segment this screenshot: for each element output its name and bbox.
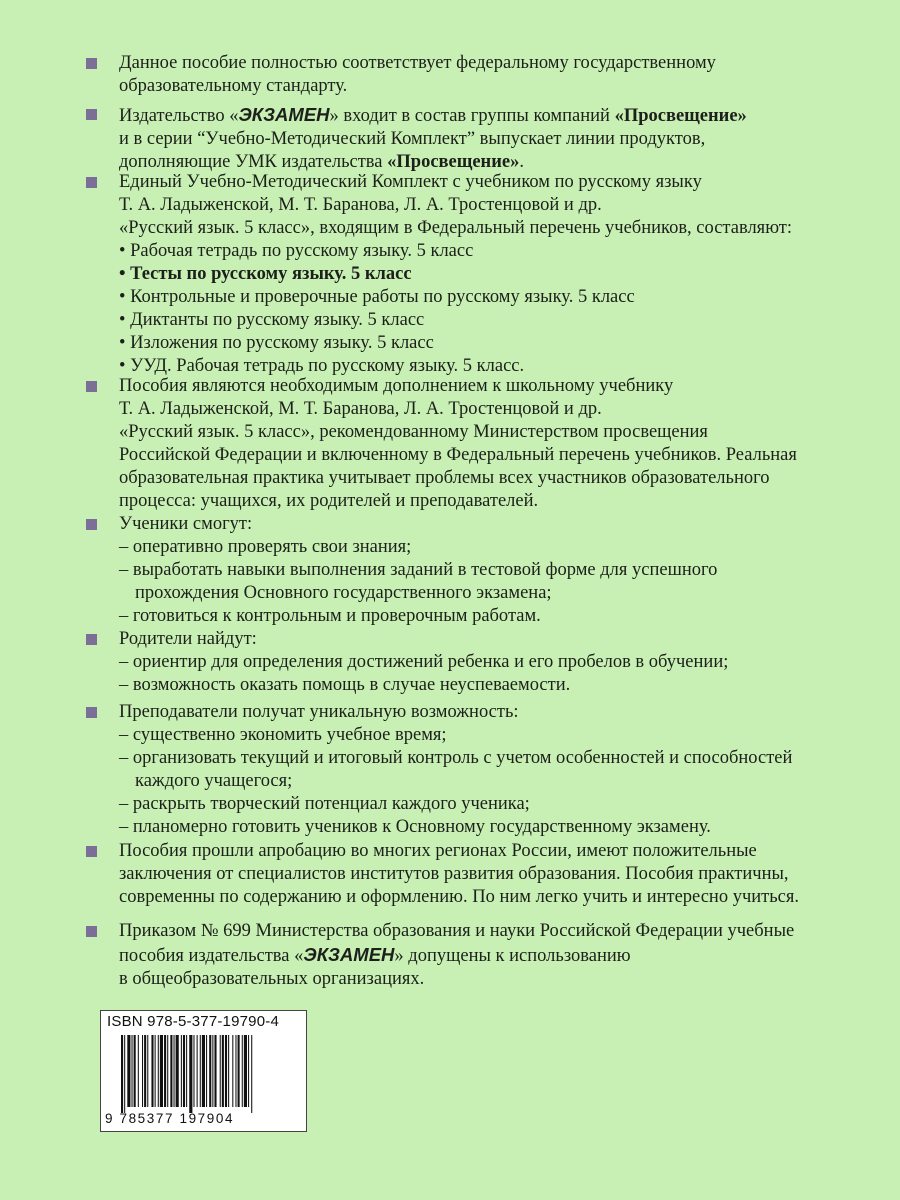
barcode-bar: [193, 1035, 194, 1107]
text-line: прохождения Основного государственного экзамена;: [135, 583, 552, 603]
barcode-bar: [214, 1035, 216, 1107]
barcode-bar: [225, 1035, 227, 1107]
text-fragment: Издательство «: [119, 106, 239, 126]
barcode-bar: [251, 1035, 252, 1113]
barcode-bar: [127, 1035, 130, 1107]
barcode-bar: [155, 1035, 156, 1107]
bullet-square: [86, 381, 97, 392]
bullet-square: [86, 846, 97, 857]
list-item: • УУД. Рабочая тетрадь по русскому языку. 5 класс.: [119, 356, 525, 376]
barcode-digits: 9 785377 197904: [105, 1111, 235, 1126]
text-fragment: пособия издательства «: [119, 946, 304, 966]
text-line: Пособия являются необходимым дополнением к школьному учебнику: [119, 376, 674, 396]
barcode-bar: [242, 1035, 243, 1107]
barcode-bar: [212, 1035, 213, 1107]
barcode-bar: [138, 1035, 139, 1107]
barcode-bar: [209, 1035, 211, 1107]
info-block-standard: [86, 52, 866, 98]
text-line: и в серии “Учебно-Методический Комплект” выпускает линии продуктов,: [119, 129, 706, 149]
barcode-bar: [206, 1035, 207, 1107]
info-block-publisher: [86, 103, 866, 174]
text-line: «Русский язык. 5 класс», входящим в Федеральный перечень учебников, составляют:: [119, 218, 792, 238]
barcode-bar: [238, 1035, 240, 1107]
text-line: Преподаватели получат уникальную возможность:: [119, 702, 519, 722]
barcode-bar: [174, 1035, 175, 1107]
barcode-bar: [248, 1035, 249, 1107]
text-line: – раскрыть творческий потенциал каждого ученика;: [119, 794, 530, 814]
barcode-bar: [151, 1035, 153, 1107]
barcode-bars: [119, 1035, 297, 1113]
list-item: • Изложения по русскому языку. 5 класс: [119, 333, 434, 353]
text-line: – оперативно проверять свои знания;: [119, 537, 412, 557]
text-line: Т. А. Ладыженской, М. Т. Баранова, Л. А. Тростенцовой и др.: [119, 399, 602, 419]
barcode-bar: [197, 1035, 198, 1107]
text-line: процесса: учащихся, их родителей и преподавателей.: [119, 491, 539, 511]
text-fragment: .: [519, 152, 524, 172]
text-fragment: » допущены к использованию: [394, 946, 631, 966]
info-block-description: [86, 375, 866, 513]
info-block-umk: [86, 171, 866, 378]
text-line: [119, 103, 866, 128]
bold-fragment: «Просвещение»: [387, 152, 520, 172]
text-line: современны по содержанию и оформлению. По ним легко учить и интересно учиться.: [119, 887, 800, 907]
barcode-bar: [144, 1035, 146, 1107]
barcode-bar: [183, 1035, 185, 1107]
barcode-bar: [235, 1035, 236, 1107]
barcode-bar: [124, 1035, 125, 1113]
text-line: – существенно экономить учебное время;: [119, 725, 447, 745]
bold-fragment: • Тесты по русскому языку. 5 класс: [119, 264, 412, 284]
barcode-bar: [244, 1035, 247, 1107]
brand-name: ЭКЗАМЕН: [238, 104, 330, 125]
barcode-bar: [134, 1035, 136, 1107]
isbn-barcode: [100, 1010, 307, 1132]
text-line: Родители найдут:: [119, 629, 257, 649]
barcode-bar: [222, 1035, 224, 1107]
bullet-square: [86, 177, 97, 188]
barcode-bar: [170, 1035, 172, 1107]
bullet-square: [86, 58, 97, 69]
barcode-bar: [228, 1035, 229, 1107]
info-block-students: [86, 513, 866, 628]
bullet-square: [86, 707, 97, 718]
text-line: – планомерно готовить учеников к Основному государственному экзамену.: [119, 817, 711, 837]
text-line: – выработать навыки выполнения заданий в тестовой форме для успешного: [119, 560, 718, 580]
text-fragment: » входит в состав группы компаний: [329, 106, 615, 126]
text-line: Единый Учебно-Методический Комплект с учебником по русскому языку: [119, 172, 702, 192]
barcode-bar: [132, 1035, 133, 1107]
text-line: [119, 943, 866, 968]
info-block-approbation: [86, 840, 866, 909]
brand-name: ЭКЗАМЕН: [303, 944, 395, 965]
text-line: «Русский язык. 5 класс», рекомендованному Министерством просвещения: [119, 422, 708, 442]
info-block-parents: [86, 628, 866, 697]
barcode-bar: [158, 1035, 159, 1107]
barcode-bar: [232, 1035, 233, 1107]
text-line: в общеобразовательных организациях.: [119, 969, 425, 989]
barcode-bar: [147, 1035, 148, 1107]
text-line: – возможность оказать помощь в случае неуспеваемости.: [119, 675, 571, 695]
bold-fragment: «Просвещение»: [614, 106, 747, 126]
barcode-bar: [164, 1035, 166, 1107]
barcode-bar: [181, 1035, 182, 1107]
text-line: – организовать текущий и итоговый контроль с учетом особенностей и способностей: [119, 748, 793, 768]
text-line: образовательному стандарту.: [119, 76, 348, 96]
bullet-square: [86, 519, 97, 530]
barcode-bar: [176, 1035, 179, 1107]
bullet-square: [86, 926, 97, 937]
list-item: • Рабочая тетрадь по русскому языку. 5 класс: [119, 241, 474, 261]
text-line: – готовиться к контрольным и проверочным работам.: [119, 606, 541, 626]
text-line: Т. А. Ладыженской, М. Т. Баранова, Л. А. Тростенцовой и др.: [119, 195, 602, 215]
barcode-bar: [142, 1035, 143, 1107]
info-block-order: [86, 920, 866, 991]
barcode-bar: [186, 1035, 187, 1107]
text-line: Ученики смогут:: [119, 514, 253, 534]
text-fragment: дополняющие УМК издательства: [119, 152, 388, 172]
list-item-highlighted: [119, 263, 866, 286]
barcode-bar: [189, 1035, 192, 1113]
list-item: • Контрольные и проверочные работы по русскому языку. 5 класс: [119, 287, 635, 307]
text-line: – ориентир для определения достижений ребенка и его пробелов в обучении;: [119, 652, 729, 672]
isbn-number: ISBN 978-5-377-19790-4: [107, 1013, 280, 1030]
bullet-square: [86, 634, 97, 645]
barcode-bar: [160, 1035, 163, 1107]
barcode-bar: [220, 1035, 221, 1107]
text-line: Пособия прошли апробацию во многих регионах России, имеют положительные: [119, 841, 757, 861]
text-line: Данное пособие полностью соответствует федеральному государственному: [119, 53, 716, 73]
text-line: образовательная практика учитывает проблемы всех участников образовательного: [119, 468, 770, 488]
list-item: • Диктанты по русскому языку. 5 класс: [119, 310, 425, 330]
bullet-square: [86, 109, 97, 120]
barcode-bar: [167, 1035, 168, 1107]
text-line: заключения от специалистов институтов развития образования. Пособия практичны,: [119, 864, 789, 884]
info-block-teachers: [86, 701, 866, 839]
barcode-bar: [202, 1035, 205, 1107]
text-line: каждого учащегося;: [135, 771, 293, 791]
barcode-bar: [121, 1035, 123, 1113]
text-line: Приказом № 699 Министерства образования и науки Российской Федерации учебные: [119, 921, 795, 941]
barcode-bar: [200, 1035, 201, 1107]
text-line: Российской Федерации и включенному в Федеральный перечень учебников. Реальная: [119, 445, 797, 465]
